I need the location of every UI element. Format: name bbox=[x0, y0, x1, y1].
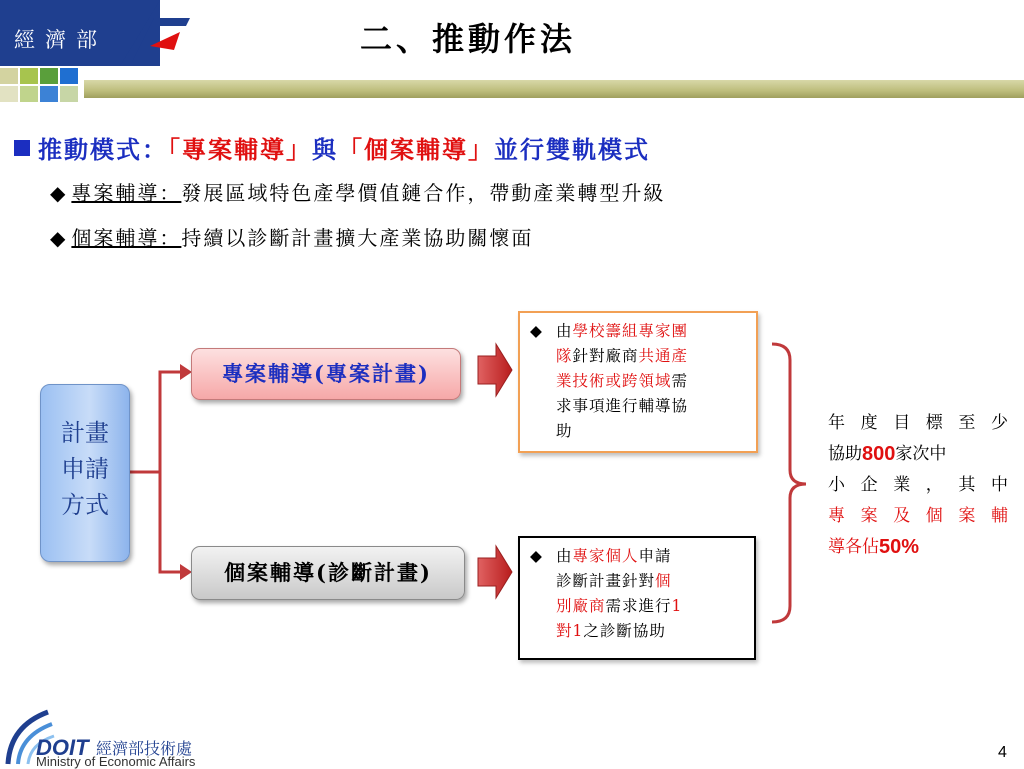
diamond-bullet-icon: ◆ bbox=[50, 226, 68, 250]
right-brace bbox=[772, 344, 806, 622]
case-detail-segment: 申請 bbox=[638, 547, 672, 565]
case-detail-line bbox=[556, 544, 744, 569]
project-detail-box bbox=[518, 311, 758, 453]
case-detail-segment: 需求進行 bbox=[605, 597, 672, 615]
annual-target-line bbox=[828, 470, 1008, 501]
annual-target-segment: 專 bbox=[828, 506, 845, 526]
case-detail-box bbox=[518, 536, 756, 660]
project-detail-segment: 針對廠商 bbox=[572, 347, 639, 365]
footer-brand-english: Ministry of Economic Affairs bbox=[36, 754, 196, 769]
project-detail-segment: 由 bbox=[556, 322, 573, 340]
project-detail-line bbox=[556, 369, 744, 394]
case-detail-segment: 診斷計畫針對 bbox=[556, 572, 656, 590]
sub-bullet-project-label: 專案輔導： bbox=[71, 181, 182, 205]
main-bullet-case: 「個案輔導」 bbox=[338, 135, 494, 164]
annual-target-text bbox=[828, 408, 1008, 563]
block-arrow-case bbox=[478, 546, 512, 598]
project-detail-text bbox=[530, 319, 744, 444]
sub-bullet-case-label: 個案輔導： bbox=[71, 226, 182, 250]
annual-target-line bbox=[828, 439, 1008, 470]
case-detail-segment: 專家個人 bbox=[572, 547, 639, 565]
header-org-name: 經濟部 bbox=[14, 28, 107, 52]
case-detail-line bbox=[556, 594, 744, 619]
annual-target-segment: 協助 bbox=[828, 444, 862, 464]
project-guidance-node: 專案輔導(專案計畫) bbox=[191, 348, 461, 400]
annual-target-segment: 50% bbox=[879, 536, 920, 558]
annual-target-segment: 目 bbox=[893, 413, 911, 433]
project-detail-line bbox=[556, 419, 744, 444]
project-detail-segment: 助 bbox=[556, 422, 573, 440]
sub-bullet-case-text: 持續以診斷計畫擴大產業協助關懷面 bbox=[181, 226, 534, 250]
annual-target-segment: 標 bbox=[925, 413, 943, 433]
diamond-bullet-icon: ◆ bbox=[530, 322, 543, 340]
annual-target-segment: 中 bbox=[990, 475, 1008, 495]
branch-connector bbox=[128, 372, 186, 572]
diamond-bullet-icon: ◆ bbox=[530, 547, 543, 565]
annual-target-segment: 個 bbox=[925, 506, 943, 526]
annual-target-line bbox=[828, 532, 1008, 563]
project-detail-line bbox=[556, 319, 744, 344]
main-bullet-prefix: 推動模式： bbox=[38, 135, 168, 164]
annual-target-line bbox=[828, 501, 1008, 532]
case-detail-text bbox=[530, 544, 744, 644]
annual-target-segment: 800 bbox=[862, 443, 896, 465]
annual-target-segment: 少 bbox=[990, 413, 1008, 433]
case-detail-segment: 由 bbox=[556, 547, 573, 565]
annual-target-segment: 輔 bbox=[990, 506, 1008, 526]
annual-target-segment: 年 bbox=[828, 413, 845, 433]
annual-target-segment: 業 bbox=[893, 475, 911, 495]
block-arrow-project bbox=[478, 344, 512, 396]
method-line: 方式 bbox=[61, 491, 109, 519]
main-bullet-suffix: 並行雙軌模式 bbox=[494, 135, 650, 164]
method-line: 計畫 bbox=[61, 419, 109, 447]
case-detail-segment: 之診斷協助 bbox=[583, 622, 666, 640]
case-detail-segment: 1 bbox=[671, 597, 683, 615]
project-detail-segment: 業技術或跨領域 bbox=[556, 372, 672, 390]
page-number: 4 bbox=[998, 744, 1007, 761]
annual-target-segment: 家次中 bbox=[895, 444, 947, 464]
annual-target-line bbox=[828, 408, 1008, 439]
annual-target-segment: 度 bbox=[860, 413, 878, 433]
case-guidance-node: 個案輔導(診斷計畫) bbox=[191, 546, 465, 600]
case-detail-segment: 對1 bbox=[556, 622, 584, 640]
annual-target-segment: 企 bbox=[860, 475, 878, 495]
method-line: 申請 bbox=[61, 455, 109, 483]
annual-target-segment: 及 bbox=[893, 506, 911, 526]
case-detail-segment: 個 bbox=[655, 572, 672, 590]
annual-target-segment: 小 bbox=[828, 475, 845, 495]
project-detail-segment: 學校籌組專家團 bbox=[572, 322, 689, 340]
footer-brand-chinese: 經濟部技術處 bbox=[96, 739, 193, 758]
application-method-box bbox=[40, 384, 130, 562]
branch-arrowheads bbox=[180, 364, 192, 580]
annual-target-segment: ， bbox=[925, 475, 943, 495]
footer-brand: DOIT bbox=[36, 735, 89, 760]
slide-title: 二、推動作法 bbox=[360, 20, 577, 58]
main-bullet-project: 「專案輔導」 bbox=[168, 135, 312, 164]
annual-target-segment: 案 bbox=[860, 506, 878, 526]
annual-target-segment: 至 bbox=[958, 413, 976, 433]
project-detail-segment: 共通產 bbox=[638, 347, 689, 365]
case-detail-line bbox=[556, 569, 744, 594]
annual-target-segment: 導各佔 bbox=[828, 537, 879, 557]
main-bullet-and: 與 bbox=[312, 135, 338, 164]
application-method-label bbox=[41, 415, 129, 523]
project-detail-line bbox=[556, 344, 744, 369]
project-detail-segment: 需 bbox=[671, 372, 689, 390]
annual-target-segment: 案 bbox=[958, 506, 976, 526]
diamond-bullet-icon: ◆ bbox=[50, 181, 68, 205]
case-detail-segment: 別廠商 bbox=[556, 597, 606, 615]
sub-bullet-project-text: 發展區域特色產學價值鏈合作，帶動產業轉型升級 bbox=[181, 181, 666, 205]
project-detail-line bbox=[556, 394, 744, 419]
project-detail-segment: 隊 bbox=[556, 347, 573, 365]
case-detail-line bbox=[556, 619, 744, 644]
project-detail-segment: 求事項進行輔導協 bbox=[556, 397, 689, 415]
annual-target-segment: 其 bbox=[958, 475, 976, 495]
